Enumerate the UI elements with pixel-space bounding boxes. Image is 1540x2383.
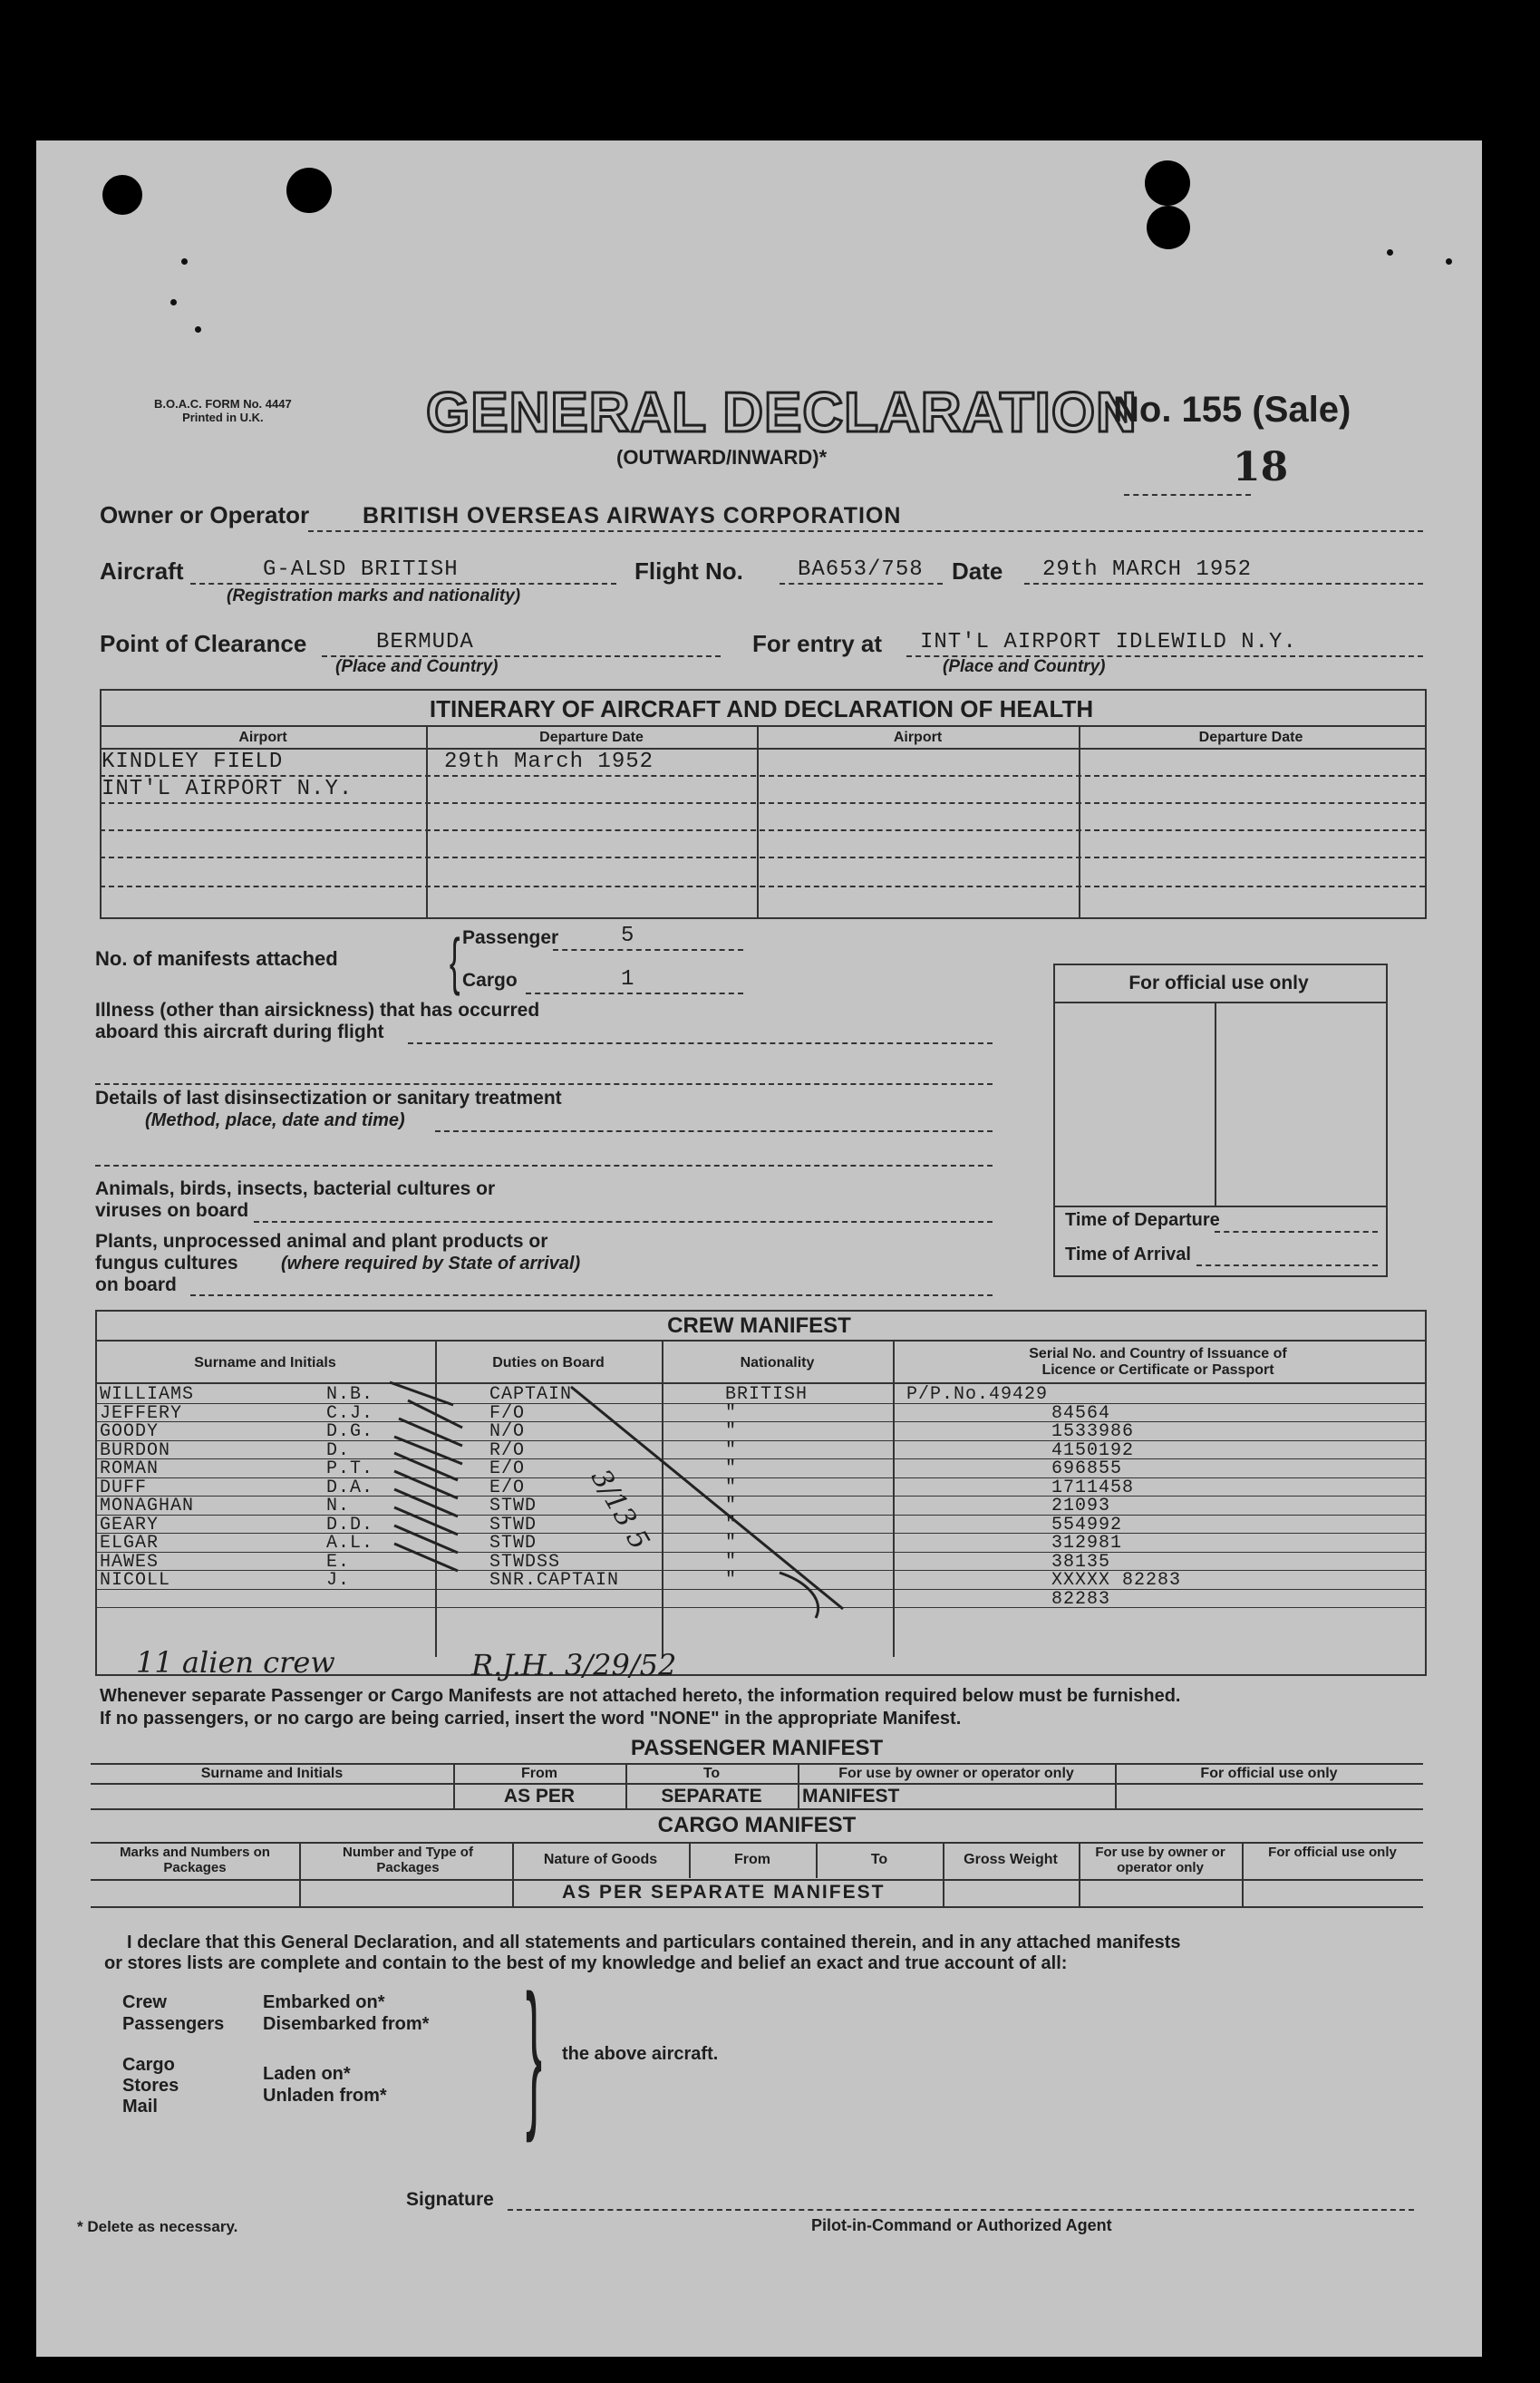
- crew-duty: SNR.CAPTAIN: [489, 1570, 620, 1591]
- declaration-line-1: I declare that this General Declaration, and all statements and particulars contained therein, and in any attached manifests: [127, 1933, 1181, 1952]
- animals-label-2: viruses on board: [95, 1200, 249, 1221]
- crew-duty: E/O: [489, 1477, 526, 1498]
- declaration-number: No. 155 (Sale): [1113, 390, 1351, 430]
- crew-duty: F/O: [489, 1402, 526, 1424]
- time-of-arrival-label: Time of Arrival: [1065, 1245, 1191, 1264]
- animals-label-1: Animals, birds, insects, bacterial cultures or: [95, 1178, 496, 1199]
- plants-label-2b: (where required by State of arrival): [281, 1254, 581, 1274]
- aircraft-label: Aircraft: [100, 557, 184, 585]
- crew-serial: 38135: [1051, 1551, 1111, 1573]
- decl-above-aircraft: the above aircraft.: [562, 2044, 719, 2064]
- signature-caption: Pilot-in-Command or Authorized Agent: [811, 2216, 1112, 2234]
- crew-initials: N.B.: [326, 1384, 374, 1405]
- passenger-col-from: From: [521, 1766, 557, 1781]
- crew-serial: XXXXX 82283: [1051, 1570, 1182, 1591]
- cargo-col-rule: [299, 1842, 301, 1906]
- flight-value: BA653/758: [798, 557, 924, 582]
- decl-passengers: Passengers: [122, 2014, 225, 2034]
- manifests-label: No. of manifests attached: [95, 947, 338, 970]
- plants-label-2: fungus cultures: [95, 1253, 238, 1274]
- decl-laden: Laden on*: [263, 2064, 351, 2084]
- itinerary-date-1: 29th March 1952: [444, 750, 654, 774]
- cargo-col-to: To: [870, 1852, 888, 1867]
- passenger-bottom-rule: [91, 1808, 1423, 1810]
- page-title: GENERAL DECLARATION: [426, 382, 1138, 444]
- crew-serial: 4150192: [1051, 1439, 1135, 1461]
- handwritten-crew-count: 11 alien crew: [136, 1645, 335, 1680]
- passenger-manifest-label: Passenger: [462, 927, 559, 948]
- crew-nationality: ": [725, 1421, 738, 1442]
- cargo-col-marks: Marks and Numbers on Packages: [120, 1845, 270, 1875]
- cargo-manifest-heading: CARGO MANIFEST: [657, 1813, 857, 1837]
- passenger-row-owner: MANIFEST: [802, 1786, 900, 1807]
- crew-nationality: ": [725, 1514, 738, 1535]
- cargo-top-rule: [91, 1842, 1423, 1844]
- form-ref-line-2: Printed in U.K.: [182, 411, 264, 424]
- crew-serial: 82283: [1051, 1588, 1111, 1610]
- crew-initials: D.A.: [326, 1477, 374, 1498]
- crew-serial: 554992: [1051, 1514, 1123, 1535]
- crew-surname: GEARY: [100, 1514, 160, 1535]
- aircraft-value: G-ALSD BRITISH: [263, 557, 459, 582]
- decl-brace: }: [526, 1962, 543, 2144]
- plants-label-3: on board: [95, 1274, 177, 1295]
- illness-label-1: Illness (other than airsickness) that has occurred: [95, 1000, 540, 1021]
- notice-line-1: Whenever separate Passenger or Cargo Manifests are not attached hereto, the information required below must be furnished.: [100, 1686, 1181, 1706]
- crew-initials: A.L.: [326, 1533, 374, 1554]
- crew-manifest-heading: CREW MANIFEST: [667, 1313, 851, 1338]
- signature-line: [508, 2209, 1414, 2211]
- handwritten-number: 18: [1233, 444, 1289, 490]
- date-label: Date: [952, 557, 1003, 585]
- crew-duty: STWD: [489, 1533, 538, 1554]
- declaration-form: [36, 140, 1482, 2357]
- disinsect-label-2: (Method, place, date and time): [145, 1110, 405, 1130]
- itinerary-col-date-2: Departure Date: [1198, 730, 1303, 745]
- crew-duty: STWD: [489, 1514, 538, 1535]
- cargo-manifest-label: Cargo: [462, 970, 518, 991]
- cargo-col-weight: Gross Weight: [964, 1852, 1058, 1867]
- illness-label-2: aboard this aircraft during flight: [95, 1022, 384, 1042]
- passenger-header-rule: [91, 1783, 1423, 1785]
- disinsect-label-1: Details of last disinsectization or sanitary treatment: [95, 1088, 562, 1109]
- crew-nationality: ": [725, 1570, 738, 1591]
- subtitle: (OUTWARD/INWARD)*: [616, 446, 828, 469]
- cargo-manifest-count: 1: [621, 967, 635, 992]
- crew-duty: R/O: [489, 1439, 526, 1461]
- crew-col-nationality: Nationality: [740, 1355, 815, 1371]
- crew-serial: 696855: [1051, 1458, 1123, 1479]
- crew-initials: N.: [326, 1496, 351, 1516]
- notice-line-2: If no passengers, or no cargo are being carried, insert the word "NONE" in the appropriate Manifest.: [100, 1709, 962, 1729]
- entry-note: (Place and Country): [943, 657, 1106, 676]
- crew-surname: NICOLL: [100, 1570, 171, 1591]
- plants-label-1: Plants, unprocessed animal and plant products or: [95, 1231, 548, 1252]
- cargo-col-official: For official use only: [1268, 1845, 1397, 1860]
- cargo-bottom-rule: [91, 1906, 1423, 1908]
- crew-initials: E.: [326, 1551, 351, 1573]
- crew-nationality: ": [725, 1551, 738, 1573]
- owner-value: BRITISH OVERSEAS AIRWAYS CORPORATION: [363, 503, 902, 528]
- crew-serial: 1711458: [1051, 1477, 1135, 1498]
- entry-label: For entry at: [752, 630, 883, 657]
- crew-initials: D.D.: [326, 1514, 374, 1535]
- crew-nationality: ": [725, 1496, 738, 1516]
- crew-initials: P.T.: [326, 1458, 374, 1479]
- crew-initials: D.: [326, 1439, 351, 1461]
- crew-duty: STWD: [489, 1496, 538, 1516]
- cargo-row-text: AS PER SEPARATE MANIFEST: [562, 1882, 886, 1903]
- passenger-row-from: AS PER: [503, 1786, 576, 1807]
- crew-serial: P/P.No.49429: [906, 1384, 1049, 1405]
- crew-nationality: ": [725, 1477, 738, 1498]
- crew-col-duties: Duties on Board: [492, 1355, 605, 1371]
- decl-disembarked: Disembarked from*: [263, 2014, 430, 2034]
- clearance-label: Point of Clearance: [100, 630, 307, 657]
- crew-nationality: ": [725, 1533, 738, 1554]
- decl-cargo: Cargo: [122, 2055, 175, 2075]
- time-of-departure-label: Time of Departure: [1065, 1210, 1220, 1230]
- clearance-value: BERMUDA: [376, 630, 474, 654]
- crew-col-surname: Surname and Initials: [194, 1355, 336, 1371]
- decl-embarked: Embarked on*: [263, 1992, 385, 2012]
- crew-col-serial-2: Licence or Certificate or Passport: [1041, 1362, 1274, 1378]
- crew-initials: C.J.: [326, 1402, 374, 1424]
- crew-surname: DUFF: [100, 1477, 148, 1498]
- cargo-col-packages: Number and Type of Packages: [343, 1845, 473, 1875]
- passenger-col-to: To: [702, 1766, 721, 1781]
- handwritten-marks: [36, 140, 1482, 2357]
- crew-surname: BURDON: [100, 1439, 171, 1461]
- cargo-header-rule: [91, 1879, 1423, 1881]
- passenger-manifest-heading: PASSENGER MANIFEST: [630, 1736, 884, 1760]
- clearance-note: (Place and Country): [335, 657, 499, 676]
- cargo-col-rule: [1242, 1842, 1244, 1906]
- decl-crew: Crew: [122, 1992, 167, 2012]
- passenger-col-owner: For use by owner or operator only: [838, 1766, 1074, 1781]
- itinerary-col-airport-1: Airport: [238, 730, 287, 745]
- crew-surname: HAWES: [100, 1551, 160, 1573]
- itinerary-airport-2: INT'L AIRPORT N.Y.: [102, 777, 354, 801]
- decl-stores: Stores: [122, 2076, 179, 2096]
- date-value: 29th MARCH 1952: [1042, 557, 1253, 582]
- crew-nationality: ": [725, 1402, 738, 1424]
- manifests-brace: {: [449, 925, 460, 996]
- crew-serial: 84564: [1051, 1402, 1111, 1424]
- itinerary-col-date-1: Departure Date: [539, 730, 644, 745]
- passenger-manifest-count: 5: [621, 924, 635, 948]
- crew-serial: 312981: [1051, 1533, 1123, 1554]
- owner-label: Owner or Operator: [100, 501, 310, 528]
- passenger-col-official: For official use only: [1200, 1766, 1338, 1781]
- cargo-col-nature: Nature of Goods: [543, 1852, 658, 1867]
- decl-unladen: Unladen from*: [263, 2086, 387, 2106]
- passenger-top-rule: [91, 1763, 1423, 1765]
- crew-serial: 21093: [1051, 1496, 1111, 1516]
- crew-serial: 1533986: [1051, 1421, 1135, 1442]
- form-ref-line-1: B.O.A.C. FORM No. 4447: [154, 397, 292, 411]
- cargo-col-rule: [1079, 1842, 1080, 1906]
- signature-label: Signature: [406, 2189, 494, 2210]
- crew-initials: J.: [326, 1570, 351, 1591]
- passenger-col-surname: Surname and Initials: [200, 1766, 344, 1781]
- crew-nationality: ": [725, 1439, 738, 1461]
- flight-label: Flight No.: [634, 557, 743, 585]
- crew-nationality: ": [725, 1458, 738, 1479]
- crew-duty: STWDSS: [489, 1551, 561, 1573]
- decl-mail: Mail: [122, 2097, 158, 2117]
- cargo-col-from: From: [734, 1852, 770, 1867]
- official-use-title: For official use only: [1128, 973, 1309, 993]
- crew-surname: JEFFERY: [100, 1402, 183, 1424]
- handwritten-signoff: R.J.H. 3/29/52: [471, 1648, 677, 1682]
- crew-duty: E/O: [489, 1458, 526, 1479]
- crew-initials: D.G.: [326, 1421, 374, 1442]
- itinerary-airport-1: KINDLEY FIELD: [102, 750, 284, 774]
- aircraft-note: (Registration marks and nationality): [227, 586, 521, 605]
- itinerary-col-airport-2: Airport: [893, 730, 943, 745]
- passenger-row-to: SEPARATE: [661, 1786, 762, 1807]
- crew-surname: ROMAN: [100, 1458, 160, 1479]
- handwritten-side-note: 3/13 5: [584, 1464, 655, 1555]
- crew-duty: N/O: [489, 1421, 526, 1442]
- crew-nationality: BRITISH: [725, 1384, 809, 1405]
- footnote: * Delete as necessary.: [77, 2218, 238, 2235]
- crew-surname: MONAGHAN: [100, 1496, 195, 1516]
- declaration-line-2: or stores lists are complete and contain to the best of my knowledge and belief an exact and true account of all:: [104, 1953, 1068, 1973]
- crew-surname: GOODY: [100, 1421, 160, 1442]
- entry-value: INT'L AIRPORT IDLEWILD N.Y.: [920, 630, 1297, 654]
- crew-surname: WILLIAMS: [100, 1384, 195, 1405]
- cargo-col-owner: For use by owner or operator only: [1095, 1845, 1225, 1875]
- crew-col-serial-1: Serial No. and Country of Issuance of: [1029, 1346, 1287, 1361]
- itinerary-heading: ITINERARY OF AIRCRAFT AND DECLARATION OF HEALTH: [429, 695, 1094, 722]
- crew-duty: CAPTAIN: [489, 1384, 573, 1405]
- crew-surname: ELGAR: [100, 1533, 160, 1554]
